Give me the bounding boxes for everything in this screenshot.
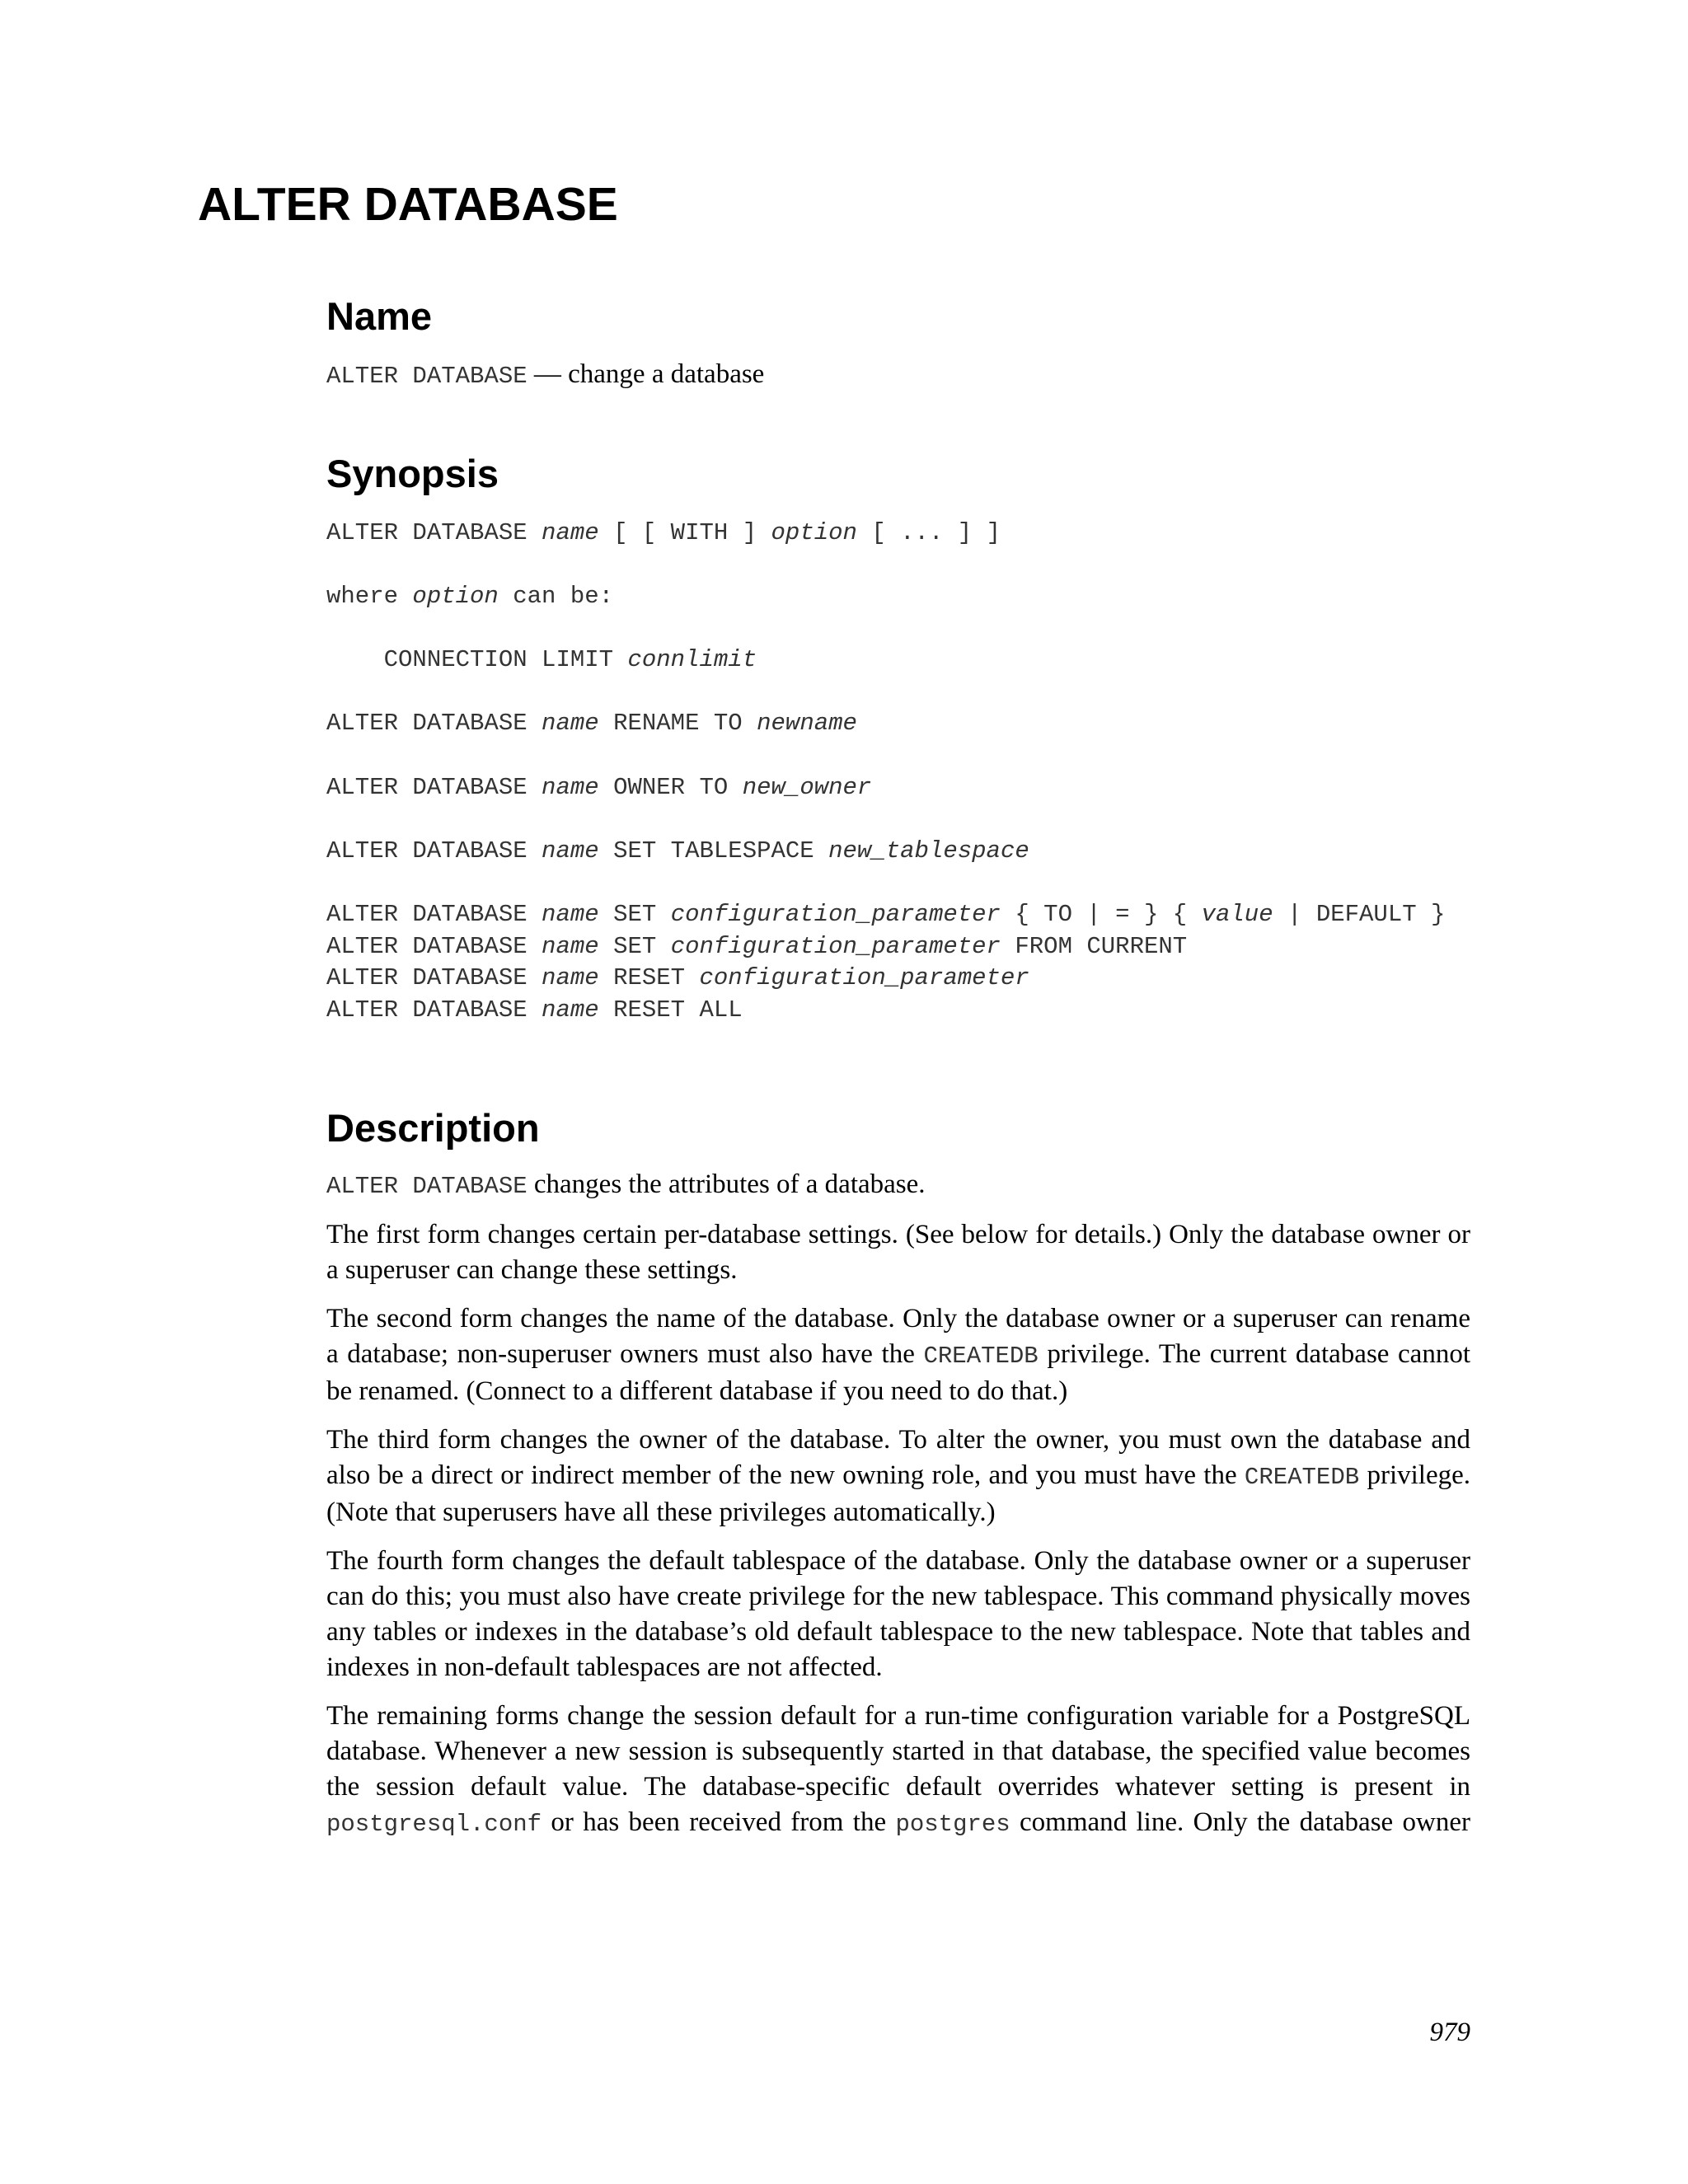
synopsis-placeholder: configuration_parameter — [670, 900, 1001, 928]
synopsis-text: { TO | = } { — [1000, 900, 1202, 928]
synopsis-heading: Synopsis — [326, 452, 499, 496]
inline-code: postgres — [895, 1810, 1010, 1838]
synopsis-placeholder: name — [542, 773, 599, 801]
synopsis-placeholder: name — [542, 837, 599, 865]
description-section — [326, 1105, 1470, 1840]
main-content — [326, 293, 1470, 1854]
synopsis-text: RENAME TO — [598, 710, 757, 738]
synopsis-placeholder: option — [771, 518, 857, 546]
paragraph-text: privilege. The current database cannot be renamed. (Connect to a different database if you need to do that.) — [326, 1338, 1471, 1406]
synopsis-placeholder: connlimit — [627, 646, 757, 674]
synopsis-text: | DEFAULT } ALTER DATABASE — [326, 900, 1446, 960]
description-heading: Description — [326, 1106, 540, 1151]
description-paragraph — [326, 1422, 1470, 1530]
synopsis-text: FROM CURRENT ALTER DATABASE — [326, 932, 1188, 992]
synopsis-placeholder: option — [412, 582, 499, 610]
page-title: ALTER DATABASE — [198, 178, 618, 231]
description-paragraph — [326, 1167, 1470, 1204]
synopsis-text: SET — [598, 932, 671, 960]
synopsis-text: ALTER DATABASE — [326, 837, 528, 865]
paragraph-text: command line. Only the database owner — [1010, 1807, 1470, 1837]
inline-code: CREATEDB — [923, 1342, 1039, 1370]
synopsis-code-block — [326, 518, 1470, 1027]
inline-code: ALTER DATABASE — [326, 1172, 528, 1200]
synopsis-placeholder: name — [542, 996, 599, 1024]
paragraph-text: The remaining forms change the session default for a run-time configuration variable for a PostgreSQL database. Whenever a new session is subsequently started in that database, the specified value becomes the session default value. The database-specific default overrides whatever setting is present in — [326, 1700, 1470, 1802]
command-summary: — change a database — [527, 359, 765, 390]
synopsis-placeholder: newname — [757, 710, 857, 738]
description-paragraph — [326, 1217, 1470, 1288]
synopsis-placeholder: name — [542, 964, 599, 992]
paragraph-text: privilege. (Note that superusers have all these privileges automatically.) — [326, 1460, 1470, 1527]
paragraph-text: The second form changes the name of the database. Only the database owner or a superuser can rename a database; non-superuser owners must also have the — [326, 1303, 1470, 1369]
synopsis-text: [ [ WITH ] — [598, 518, 771, 546]
synopsis-text: ALTER DATABASE — [326, 710, 528, 738]
name-line — [326, 354, 1470, 396]
synopsis-text: [ ... ] ] where — [326, 518, 1001, 610]
synopsis-text: OWNER TO — [598, 773, 743, 801]
synopsis-placeholder: name — [542, 932, 599, 960]
synopsis-section — [326, 451, 1470, 1026]
synopsis-text: ALTER DATABASE — [326, 996, 528, 1024]
synopsis-text: can be: CONNECTION LIMIT — [383, 582, 614, 674]
command-name: ALTER DATABASE — [326, 363, 528, 391]
paragraph-text: The fourth form changes the default tablespace of the database. Only the database owner or a superuser can do this; you must also have create privilege for the new tablespace. This command physically moves any tables or indexes in the database’s old default tablespace to the new tablespace. Note that tables and indexes in non-default tablespaces are not affected. — [326, 1545, 1470, 1682]
synopsis-text: RESET ALL — [598, 996, 743, 1024]
synopsis-text: ALTER DATABASE — [326, 518, 542, 546]
inline-code: postgresql.conf — [326, 1810, 542, 1838]
paragraph-text: changes the attributes of a database. — [527, 1169, 926, 1199]
inline-code: CREATEDB — [1244, 1463, 1360, 1491]
description-paragraph — [326, 1699, 1470, 1840]
synopsis-text: RESET — [598, 964, 700, 992]
paragraph-text: The first form changes certain per-database settings. (See below for details.) Only the database owner or a superuser can change these settings. — [326, 1219, 1470, 1285]
synopsis-placeholder: name — [542, 900, 599, 928]
page-number: 979 — [1429, 2018, 1470, 2047]
paragraph-text: The third form changes the owner of the database. To alter the owner, you must own the database and also be a direct or indirect member of the new owning role, and you must have the — [326, 1424, 1470, 1490]
name-section — [326, 293, 1470, 396]
synopsis-text: ALTER DATABASE — [326, 900, 528, 928]
description-paragraph — [326, 1301, 1470, 1409]
synopsis-placeholder: configuration_parameter — [699, 964, 1029, 992]
description-body — [326, 1167, 1470, 1840]
synopsis-text: SET — [598, 900, 671, 928]
synopsis-placeholder: configuration_parameter — [670, 932, 1001, 960]
synopsis-placeholder: new_owner — [742, 773, 872, 801]
synopsis-text: ALTER DATABASE — [326, 773, 528, 801]
name-heading: Name — [326, 294, 433, 338]
synopsis-placeholder: new_tablespace — [828, 837, 1029, 865]
synopsis-placeholder: name — [542, 710, 599, 738]
synopsis-text: SET TABLESPACE — [598, 837, 829, 865]
paragraph-text: or has been received from the — [542, 1807, 896, 1837]
synopsis-placeholder: value — [1201, 900, 1273, 928]
synopsis-placeholder: name — [542, 518, 599, 546]
description-paragraph — [326, 1544, 1470, 1685]
